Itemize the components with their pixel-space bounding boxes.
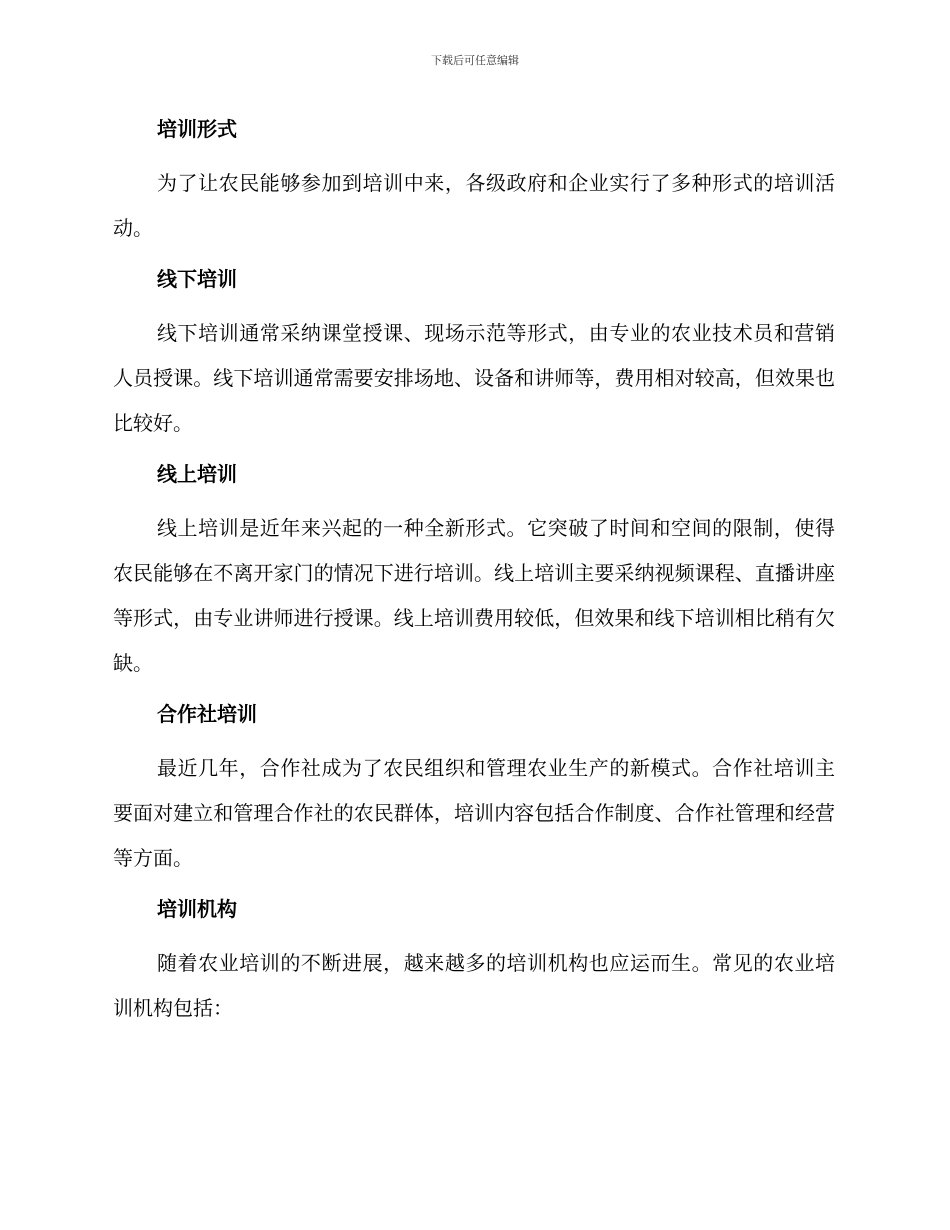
section-heading: 线下培训 <box>157 267 237 291</box>
section-heading: 线上培训 <box>157 462 237 486</box>
section-paragraph: 随着农业培训的不断进展，越来越多的培训机构也应运而生。常见的农业培训机构包括： <box>113 951 835 1020</box>
section-paragraph: 线上培训是近年来兴起的一种全新形式。它突破了时间和空间的限制，使得农民能够在不离开家门的情况下进行培训。线上培训主要采纳视频课程、直播讲座等形式，由专业讲师进行授课。线上培训费用较低，但效果和线下培训相比稍有欠缺。 <box>113 516 835 675</box>
section-paragraph: 最近几年，合作社成为了农民组织和管理农业生产的新模式。合作社培训主要面对建立和管理合作社的农民群体，培训内容包括合作制度、合作社管理和经营等方面。 <box>113 756 835 870</box>
document-body <box>113 112 835 1031</box>
section-paragraph: 线下培训通常采纳课堂授课、现场示范等形式，由专业的农业技术员和营销人员授课。线下培训通常需要安排场地、设备和讲师等，费用相对较高，但效果也比较好。 <box>113 321 835 435</box>
page-header: 下载后可任意编辑 <box>431 54 519 67</box>
section-heading: 培训形式 <box>157 117 237 141</box>
section-paragraph: 为了让农民能够参加到培训中来，各级政府和企业实行了多种形式的培训活动。 <box>113 171 835 240</box>
section-heading: 培训机构 <box>157 897 237 921</box>
section-heading: 合作社培训 <box>157 702 257 726</box>
